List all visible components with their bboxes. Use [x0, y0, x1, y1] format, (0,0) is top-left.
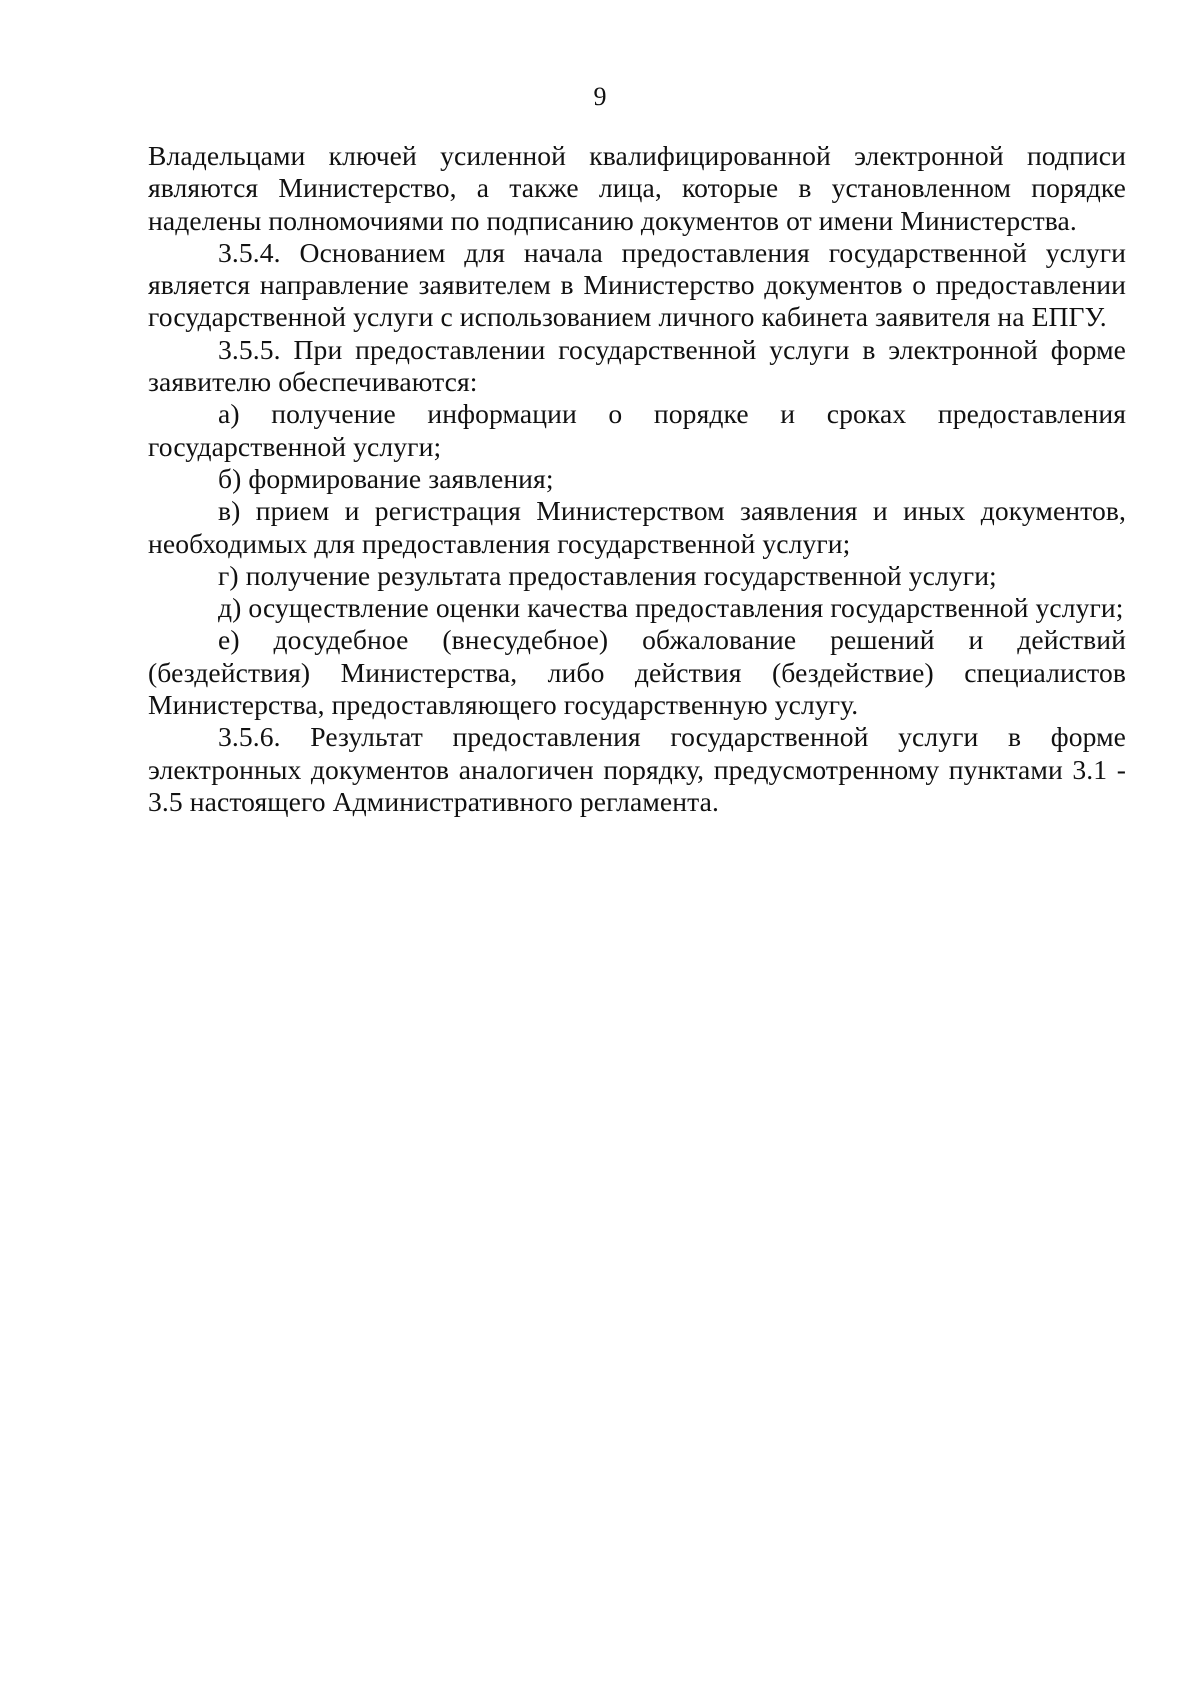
paragraph-3-5-6: 3.5.6. Результат предоставления государственной услуги в форме электронных документов аналогичен порядку, предусмотренному пунктами 3.1 - 3.5 настоящего Административного регламента.	[148, 721, 1126, 817]
paragraph-3-5-5: 3.5.5. При предоставлении государственной услуги в электронной форме заявителю обеспечиваются:	[148, 333, 1126, 398]
list-item-v: в) прием и регистрация Министерством заявления и иных документов, необходимых для предоставления государственной услуги;	[148, 495, 1126, 559]
list-item-b: б) формирование заявления;	[218, 462, 554, 494]
paragraph-3-5-4: 3.5.4. Основанием для начала предоставления государственной услуги является направление заявителем в Министерство документов о предоставлении государственной услуги с использованием личного кабинета заявителя на ЕПГУ.	[148, 236, 1126, 333]
list-item-d: д) осуществление оценки качества предоставления государственной услуги;	[218, 592, 1124, 624]
page-number: 9	[593, 82, 607, 111]
list-item-e: е) досудебное (внесудебное) обжалование решений и действий (бездействия) Министерства, либо действия (бездействие) специалистов Министерства, предоставляющего государственную услугу.	[148, 624, 1126, 721]
list-item-a: а) получение информации о порядке и сроках предоставления государственной услуги;	[148, 398, 1126, 462]
document-body	[148, 140, 1126, 818]
list-item-g: г) получение результата предоставления государственной услуги;	[218, 559, 997, 591]
paragraph-key-owners: Владельцами ключей усиленной квалифицированной электронной подписи являются Министерство, а также лица, которые в установленном порядке наделены полномочиями по подписанию документов от имени Министерства.	[148, 140, 1126, 236]
